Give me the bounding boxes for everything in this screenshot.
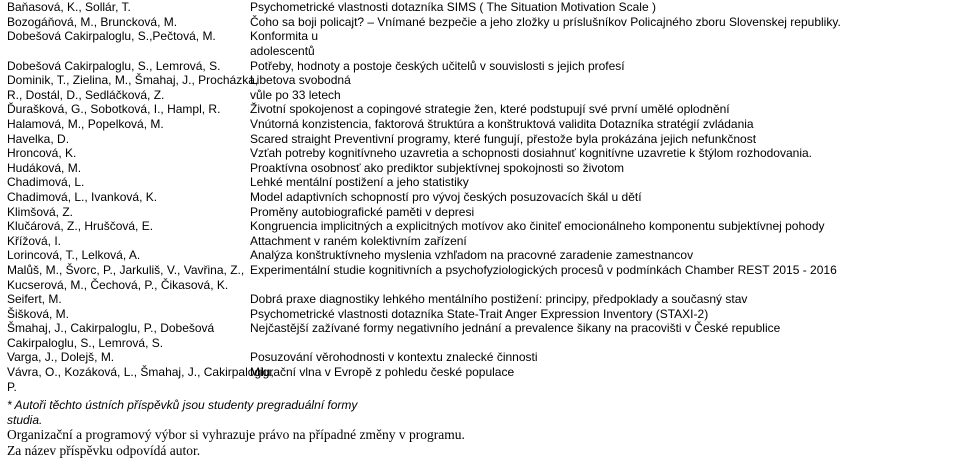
- row-authors: Havelka, D.: [7, 132, 70, 146]
- row-authors: Klučárová, Z., Hruščová, E.: [7, 219, 154, 233]
- row-title: Lehké mentální postižení a jeho statistiky: [250, 175, 469, 189]
- row-title: Životní spokojenost a copingové strategie žen, které podstupují své první umělé oplodnění: [250, 102, 730, 116]
- row-title: Model adaptivních schopností pro vývoj českých posuzovacích škál u dětí: [250, 190, 642, 204]
- row-title: Konformita u: [250, 29, 319, 43]
- row-authors: Malůš, M., Švorc, P., Jarkuliš, V., Vavřina, Z.,: [7, 263, 245, 277]
- row-title: Psychometrické vlastnosti dotazníka SIMS ( The Situation Motivation Scale ): [250, 0, 656, 14]
- row-title: Libetova svobodná: [250, 73, 351, 87]
- row-title: Attachment v raném kolektivním zařízení: [250, 234, 467, 248]
- row-authors: Křížová, I.: [7, 234, 62, 248]
- row-title: vůle po 33 letech: [250, 88, 341, 102]
- row-title: Nejčastější zažívané formy negativního jednání a prevalence šikany na pracovišti v České republice: [250, 321, 781, 335]
- row-authors: Dominik, T., Zielina, M., Šmahaj, J., Procházka,: [7, 73, 259, 87]
- row-title: Proměny autobiografické paměti v depresi: [250, 205, 475, 219]
- row-authors: Klimšová, Z.: [7, 205, 74, 219]
- row-authors: P.: [7, 380, 17, 394]
- row-title: Potřeby, hodnoty a postoje českých učitelů v souvislosti s jejich profesí: [250, 59, 625, 73]
- row-authors: R., Dostál, D., Sedláčková, Z.: [7, 88, 165, 102]
- row-title: Vnútorná konzistencia, faktorová štruktúra a konštruktová validita Dotazníka stratégií zvládania: [250, 117, 754, 131]
- row-title: Psychometrické vlastnosti dotazníka State-Trait Anger Expression Inventory (STAXI-2): [250, 307, 709, 321]
- row-authors: Baňasová, K., Sollár, T.: [7, 0, 131, 14]
- row-authors: Bozogáňová, M., Bruncková, M.: [7, 15, 178, 29]
- footnote-line-1: * Autoři těchto ústních příspěvků jsou studenty pregraduální formy: [7, 398, 358, 412]
- row-title: Dobrá praxe diagnostiky lehkého mentálního postižení: principy, předpoklady a současný stav: [250, 292, 748, 306]
- row-authors: Ďurašková, G., Sobotková, I., Hampl, R.: [7, 102, 221, 116]
- footnote-line-2: studia.: [7, 413, 43, 427]
- row-authors: Chadimová, L.: [7, 175, 85, 189]
- row-authors: Cakirpaloglu, S., Lemrová, S.: [7, 336, 164, 350]
- row-title: Čoho sa boji policajt? – Vnímané bezpečie a jeho zložky u príslušníkov Policajného zboru Slovenskej republiky.: [250, 15, 841, 29]
- row-authors: Šmahaj, J., Cakirpaloglu, P., Dobešová: [7, 321, 215, 335]
- row-authors: Hroncová, K.: [7, 146, 77, 160]
- row-authors: Vávra, O., Kozáková, L., Šmahaj, J., Cakirpaloglu,: [7, 365, 274, 379]
- row-title: Experimentální studie kognitivních a psychofyziologických procesů v podmínkách Chamber REST 2015 - 2016: [250, 263, 837, 277]
- row-authors: Lorincová, T., Lelková, A.: [7, 248, 141, 262]
- row-authors: Halamová, M., Popelková, M.: [7, 117, 164, 131]
- row-authors: Varga, J., Dolejš, M.: [7, 350, 115, 364]
- row-title: Scared straight Preventivní programy, které fungují, přestože byla prokázána jejich nefunkčnost: [250, 132, 757, 146]
- row-title: Posuzování věrohodnosti v kontextu znalecké činnosti: [250, 350, 538, 364]
- row-authors: Šišková, M.: [7, 307, 70, 321]
- row-title: Vzťah potreby kognitívneho uzavretia a schopnosti dosiahnuť kognitívne uzavretie k štýlom rozhodovania.: [250, 146, 812, 160]
- row-authors: Dobešová Cakirpaloglu, S., Lemrová, S.: [7, 59, 221, 73]
- row-title: Kongruencia implicitných a explicitných motívov ako činiteľ emocionálneho komponentu subjektívnej pohody: [250, 219, 825, 233]
- row-authors: Kucserová, M., Čechová, P., Čikasová, K.: [7, 278, 229, 292]
- row-authors: Hudáková, M.: [7, 161, 82, 175]
- disclaimer-line-2: Za název příspěvku odpovídá autor.: [7, 443, 201, 458]
- row-authors: Seifert, M.: [7, 292, 62, 306]
- disclaimer-line-1: Organizační a programový výbor si vyhrazuje právo na případné změny v programu.: [7, 427, 465, 442]
- row-authors: Dobešová Cakirpaloglu, S.,Pečtová, M.: [7, 29, 216, 43]
- row-title: Migrační vlna v Evropě z pohledu české populace: [250, 365, 515, 379]
- row-authors: Chadimová, L., Ivanková, K.: [7, 190, 158, 204]
- row-title: Proaktívna osobnosť ako prediktor subjektívnej spokojnosti so životom: [250, 161, 625, 175]
- row-title: Analýza konštruktívneho myslenia vzhľadom na pracovné zaradenie zamestnancov: [250, 248, 694, 262]
- row-title: adolescentů: [250, 44, 315, 58]
